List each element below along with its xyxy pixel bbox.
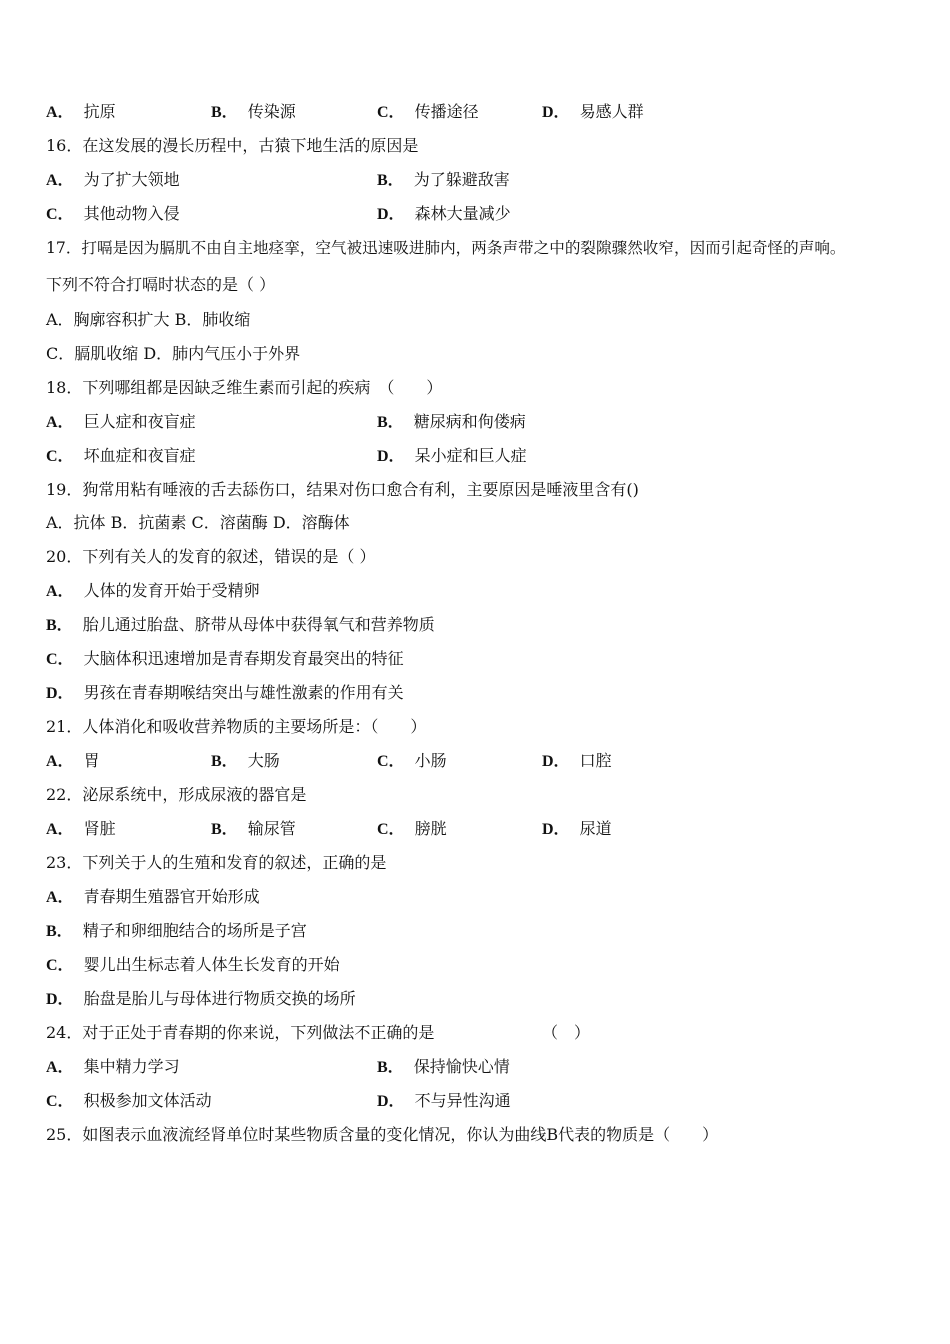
q24-option-b: B． 保持愉快心情 (377, 1057, 510, 1076)
q15-option-a: A． 抗原 (46, 102, 116, 121)
q23-stem: 23．下列关于人的生殖和发育的叙述，正确的是 (46, 853, 387, 872)
q20-option-a: A． 人体的发育开始于受精卵 (46, 581, 260, 600)
q20-option-b: B． 胎儿通过胎盘、脐带从母体中获得氧气和营养物质 (46, 615, 435, 634)
q24-option-c: C． 积极参加文体活动 (46, 1091, 212, 1110)
q15-option-b: B． 传染源 (211, 102, 296, 121)
q20-stem: 20．下列有关人的发育的叙述，错误的是（ ） (46, 547, 376, 566)
q16-option-b: B． 为了躲避敌害 (377, 170, 510, 189)
q21-option-b: B． 大肠 (211, 751, 280, 770)
q24-answer-paren: （ ） (542, 1023, 591, 1042)
q21-stem: 21．人体消化和吸收营养物质的主要场所是：（ ） (46, 717, 427, 736)
q15-option-d: D． 易感人群 (542, 102, 644, 121)
q17-options-line1: A．胸廓容积扩大 B．肺收缩 (46, 310, 251, 329)
q22-option-c: C． 膀胱 (377, 819, 447, 838)
q19-stem: 19．狗常用粘有唾液的舌去舔伤口，结果对伤口愈合有利，主要原因是唾液里含有() (46, 480, 639, 499)
q23-option-b: B． 精子和卵细胞结合的场所是子宫 (46, 921, 307, 940)
q17-options-line2: C．膈肌收缩 D．肺内气压小于外界 (46, 344, 301, 363)
q16-stem: 16．在这发展的漫长历程中，古猿下地生活的原因是 (46, 136, 419, 155)
q17-stem-line2: 下列不符合打嗝时状态的是（ ） (46, 275, 276, 294)
q24-option-a: A． 集中精力学习 (46, 1057, 180, 1076)
q24-stem: 24．对于正处于青春期的你来说，下列做法不正确的是 (46, 1023, 435, 1042)
q23-option-c: C． 婴儿出生标志着人体生长发育的开始 (46, 955, 340, 974)
q22-option-b: B． 输尿管 (211, 819, 296, 838)
q16-option-a: A． 为了扩大领地 (46, 170, 180, 189)
q15-option-c: C． 传播途径 (377, 102, 479, 121)
q22-option-a: A． 肾脏 (46, 819, 116, 838)
q18-option-d: D． 呆小症和巨人症 (377, 446, 527, 465)
q20-option-c: C． 大脑体积迅速增加是青春期发育最突出的特征 (46, 649, 404, 668)
q18-option-c: C． 坏血症和夜盲症 (46, 446, 196, 465)
q17-stem-line1: 17．打嗝是因为膈肌不由自主地痉挛，空气被迅速吸进肺内，两条声带之中的裂隙骤然收窄，因而引起奇怪的声响。 (46, 239, 846, 257)
q20-option-d: D． 男孩在青春期喉结突出与雄性激素的作用有关 (46, 683, 404, 702)
q18-option-a: A． 巨人症和夜盲症 (46, 412, 196, 431)
q18-option-b: B． 糖尿病和佝偻病 (377, 412, 526, 431)
q24-option-d: D． 不与异性沟通 (377, 1091, 511, 1110)
q21-option-c: C． 小肠 (377, 751, 447, 770)
q21-option-d: D． 口腔 (542, 751, 612, 770)
q25-stem: 25．如图表示血液流经肾单位时某些物质含量的变化情况，你认为曲线B代表的物质是（ ） (46, 1125, 719, 1144)
q16-option-d: D． 森林大量减少 (377, 204, 511, 223)
q21-option-a: A． 胃 (46, 751, 100, 770)
q19-options-line: A．抗体 B．抗菌素 C．溶菌酶 D．溶酶体 (46, 513, 350, 532)
q23-option-a: A． 青春期生殖器官开始形成 (46, 887, 260, 906)
q16-option-c: C． 其他动物入侵 (46, 204, 180, 223)
q22-stem: 22．泌尿系统中，形成尿液的器官是 (46, 785, 307, 804)
q22-option-d: D． 尿道 (542, 819, 612, 838)
q18-stem: 18．下列哪组都是因缺乏维生素而引起的疾病 （ ） (46, 378, 443, 397)
q23-option-d: D． 胎盘是胎儿与母体进行物质交换的场所 (46, 989, 356, 1008)
